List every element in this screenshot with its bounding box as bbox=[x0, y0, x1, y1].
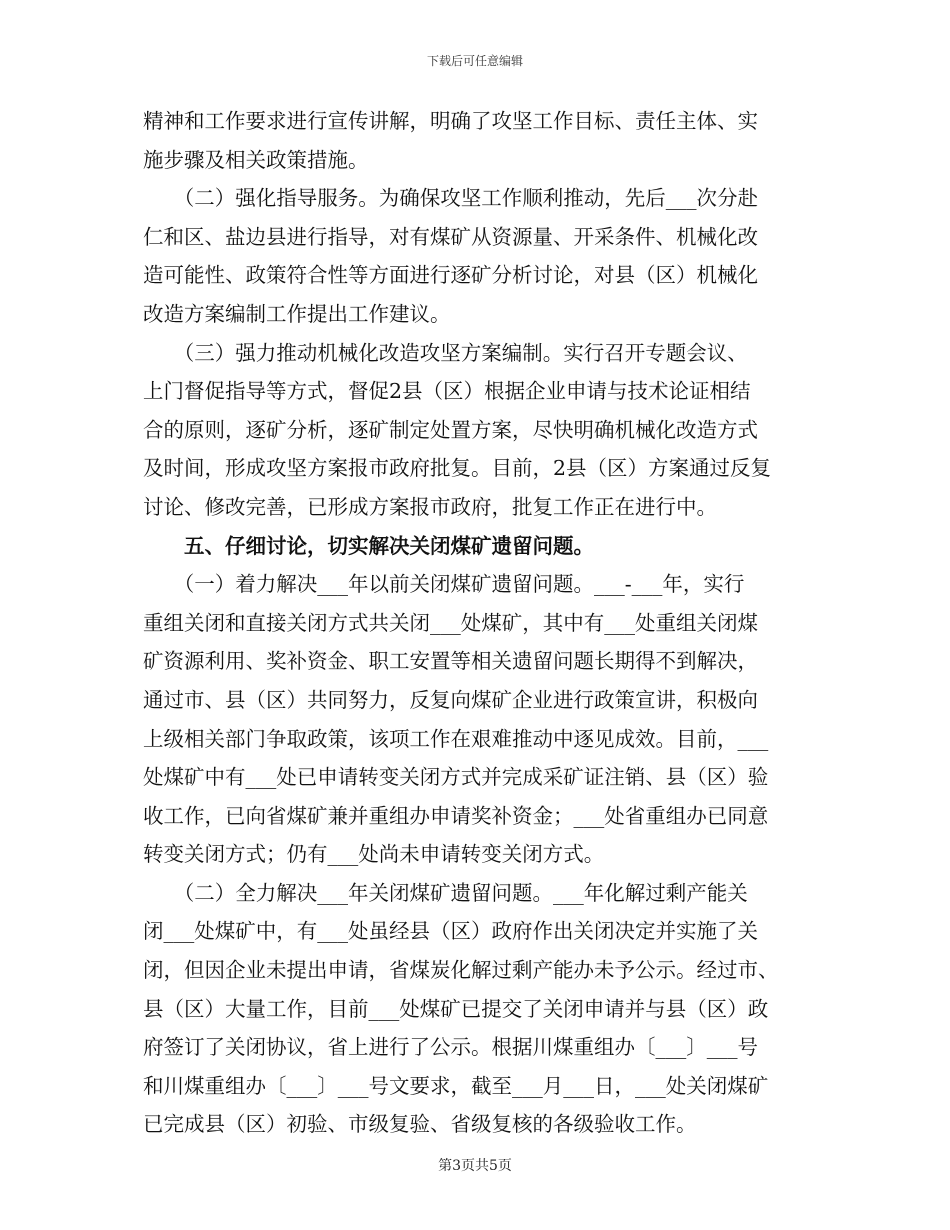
text-line: 县（区）大量工作，目前___处煤矿已提交了关闭申请并与县（区）政 bbox=[143, 996, 769, 1021]
text-line: 重组关闭和直接关闭方式共关闭___处煤矿，其中有___处重组关闭煤 bbox=[143, 610, 758, 635]
text-line: 讨论、修改完善，已形成方案报市政府，批复工作正在进行中。 bbox=[143, 494, 717, 519]
text-line: 上门督促指导等方式，督促2县（区）根据企业申请与技术论证相结 bbox=[143, 379, 751, 404]
text-line: 改造方案编制工作提出工作建议。 bbox=[143, 301, 451, 326]
text-line: 施步骤及相关政策措施。 bbox=[143, 147, 369, 172]
text-line: （一）着力解决___年以前关闭煤矿遗留问题。___-___年，实行 bbox=[143, 572, 745, 597]
text-line: （三）强力推动机械化改造攻坚方案编制。实行召开专题会议、 bbox=[143, 340, 748, 365]
text-line: 上级相关部门争取政策，该项工作在艰难推动中逐见成效。目前，___ bbox=[143, 726, 769, 751]
text-line: 处煤矿中有___处已申请转变关闭方式并完成采矿证注销、县（区）验 bbox=[143, 765, 769, 790]
page-number: 第3页共5页 bbox=[438, 1158, 512, 1174]
text-line: 已完成县（区）初验、市级复验、省级复核的各级验收工作。 bbox=[143, 1112, 697, 1137]
section-heading: 五、仔细讨论，切实解决关闭煤矿遗留问题。 bbox=[143, 533, 594, 558]
text-line: 府签订了关闭协议，省上进行了公示。根据川煤重组办〔___〕___号 bbox=[143, 1035, 758, 1060]
text-line: 转变关闭方式；仍有___处尚未申请转变关闭方式。 bbox=[143, 842, 605, 867]
text-line: 合的原则，逐矿分析，逐矿制定处置方案，尽快明确机械化改造方式 bbox=[143, 417, 758, 442]
text-line: 及时间，形成攻坚方案报市政府批复。目前，2县（区）方案通过反复 bbox=[143, 456, 772, 481]
text-line: 收工作，已向省煤矿兼并重组办申请奖补资金；___处省重组办已同意 bbox=[143, 803, 769, 828]
text-line: 闭，但因企业未提出申请，省煤炭化解过剩产能办未予公示。经过市、 bbox=[143, 958, 779, 983]
text-line: 闭___处煤矿中，有___处虽经县（区）政府作出关闭决定并实施了关 bbox=[143, 919, 758, 944]
text-line: 和川煤重组办〔___〕___号文要求，截至___月___日，___处关闭煤矿 bbox=[143, 1073, 769, 1098]
text-line: 仁和区、盐边县进行指导，对有煤矿从资源量、开采条件、机械化改 bbox=[143, 224, 758, 249]
page-header: 下载后可任意编辑 bbox=[426, 54, 523, 68]
text-line: （二）强化指导服务。为确保攻坚工作顺利推动，先后___次分赴 bbox=[143, 186, 758, 211]
text-line: （二）全力解决___年关闭煤矿遗留问题。___年化解过剩产能关 bbox=[143, 880, 748, 905]
text-line: 造可能性、政策符合性等方面进行逐矿分析讨论，对县（区）机械化 bbox=[143, 263, 758, 288]
text-line: 精神和工作要求进行宣传讲解，明确了攻坚工作目标、责任主体、实 bbox=[143, 109, 758, 133]
document-body bbox=[143, 102, 809, 1144]
text-line: 通过市、县（区）共同努力，反复向煤矿企业进行政策宣讲，积极向 bbox=[143, 687, 758, 712]
text-line: 矿资源利用、奖补资金、职工安置等相关遗留问题长期得不到解决， bbox=[143, 649, 758, 674]
